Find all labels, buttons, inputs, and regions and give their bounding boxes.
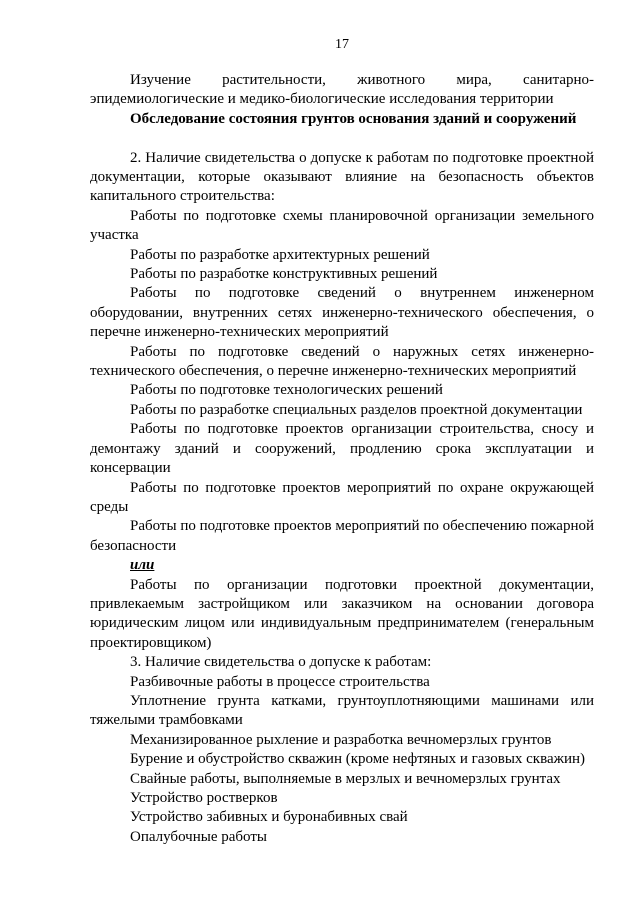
paragraph-well-drilling-works: Бурение и обустройство скважин (кроме нефтяных и газовых скважин) <box>130 751 586 768</box>
paragraph-structural-works: Работы по разработке конструктивных решений <box>130 266 438 283</box>
paragraph-construction-organization-works: Работы по подготовке проектов организации строительства, сносу и демонтажу зданий и сооружений, продлению срока эксплуатации и консервации <box>90 421 594 477</box>
paragraph-driven-piles-works: Устройство забивных и буронабивных свай <box>130 809 408 826</box>
document-body <box>90 71 594 847</box>
paragraph-environmental-works: Работы по подготовке проектов мероприятий по охране окружающей среды <box>90 479 594 515</box>
paragraph-soil-inspection-heading: Обследование состояния грунтов основания зданий и сооружений <box>130 110 577 127</box>
paragraph-pile-works-permafrost: Свайные работы, выполняемые в мерзлых и вечномерзлых грунтах <box>130 770 561 787</box>
paragraph-architectural-works: Работы по разработке архитектурных решений <box>130 246 430 263</box>
paragraph-grillage-works: Устройство ростверков <box>130 790 278 807</box>
paragraph-or-separator: или <box>130 557 155 574</box>
paragraph-layout-works: Разбивочные работы в процессе строительства <box>130 673 430 690</box>
paragraph-external-networks-works: Работы по подготовке сведений о наружных сетях инженерно-технического обеспечения, о перечне инженерно-технических мероприятий <box>90 343 594 380</box>
page-number: 17 <box>335 37 349 52</box>
paragraph-internal-engineering-works: Работы по подготовке сведений о внутреннем инженерном оборудовании, внутренних сетях инженерно-технического обеспечения, о перечне инженерно-технических мероприятий <box>90 285 594 341</box>
paragraph-formwork-works: Опалубочные работы <box>130 828 267 845</box>
paragraph-general-designer-works: Работы по организации подготовки проектной документации, привлекаемым застройщиком или заказчиком на основании договора юридическим лицом или индивидуальным предпринимателем (генеральным проектировщиком) <box>90 576 594 651</box>
paragraph-soil-compaction-works: Уплотнение грунта катками, грунтоуплотняющими машинами или тяжелыми трамбовками <box>90 692 594 729</box>
paragraph-item-3-intro: 3. Наличие свидетельства о допуске к работам: <box>130 654 432 671</box>
paragraph-fire-safety-works: Работы по подготовке проектов мероприятий по обеспечению пожарной безопасности <box>90 518 594 554</box>
paragraph-permafrost-loosening-works: Механизированное рыхление и разработка вечномерзлых грунтов <box>130 731 552 748</box>
paragraph-survey-flora-fauna: Изучение растительности, животного мира, санитарно-эпидемиологические и медико-биологические исследования территории <box>90 72 594 108</box>
paragraph-special-sections-works: Работы по разработке специальных разделов проектной документации <box>130 401 583 418</box>
paragraph-site-plan-works: Работы по подготовке схемы планировочной организации земельного участка <box>90 207 594 244</box>
paragraph-item-2-intro: 2. Наличие свидетельства о допуске к работам по подготовке проектной документации, которые оказывают влияние на безопасность объектов капитального строительства: <box>90 149 594 205</box>
paragraph-technological-works: Работы по подготовке технологических решений <box>130 382 443 399</box>
